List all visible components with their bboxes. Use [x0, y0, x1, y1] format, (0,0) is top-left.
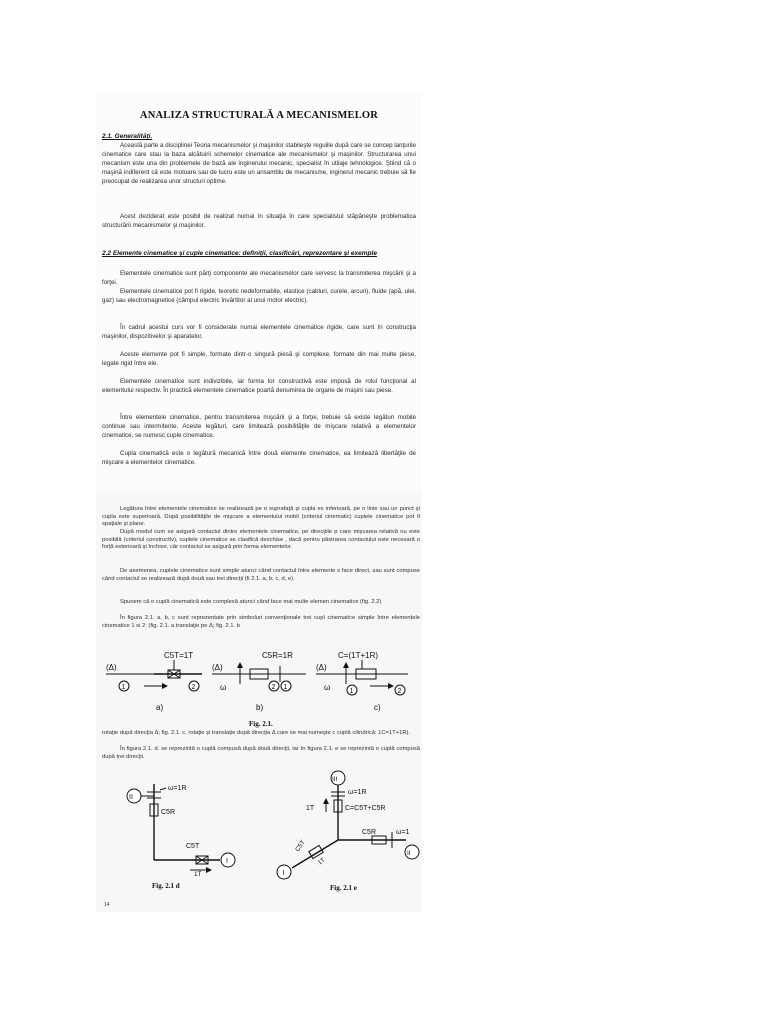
fig-e-1t-b: 1T [317, 857, 327, 867]
fig-b-caption: b) [256, 703, 264, 712]
figure-2-1-e [272, 768, 420, 884]
fig-a-label-1: 1 [121, 684, 126, 691]
fig-e-c5r: C5R [362, 829, 377, 836]
paragraph: rotaţie după direcţia Δ; fig. 2.1. c. rotaţie şi translaţie după direcţia Δ care se mai numeşte c cuplă cilindrică: 1C=1T+1R). [102, 730, 411, 736]
fig-d-omega: ω=1R [168, 785, 187, 792]
fig-e-1t: 1T [306, 805, 315, 812]
fig-e-node-III: III [332, 776, 338, 783]
paragraph: Spunem că o cuplă cinematică este complexă atunci când face mai multe elemen cinematice (fig. 2.2) [120, 599, 382, 605]
paragraph: Cupla cinematică este o legătură mecanică între două elemente cinematice, ea limitează libertăţile de mişcare a elementelor cinematice. [102, 450, 416, 466]
fig-b-label-1: 1 [283, 684, 288, 691]
page-title: ANALIZA STRUCTURALĂ A MECANISMELOR [139, 110, 379, 121]
figure-2-1-e-caption: Fig. 2.1 e [330, 884, 357, 892]
paragraph: În figura 2.1. a, b, c sunt reprezentate prin simboluri convenţionale trei cupl cinematice simple între elementele cinematice 1 si 2: (fig. 2.1. a translaţie pe Δ; fig. 2.1. b [102, 615, 420, 629]
fig-e-node-II: II [407, 850, 411, 857]
paragraph: În cadrul acestui curs vor fi considerate numai elementele cinematice rigide, care sunt în construcţia maşinilor, dispozitivelor şi aparatelor. [102, 324, 416, 340]
paragraph: Între elementele cinematice, pentru transmiterea mişcării şi a forţei, trebuie să existe legături mobile continue sau intermitente. Aceste legături, care limitează posibilităţile de mişcare relativă a elementelor cinematice, se numesc cuple cinematice. [102, 414, 416, 439]
fig-e-omega-right: ω=1 [396, 829, 410, 836]
fig-e-omega-top: ω=1R [348, 789, 367, 796]
fig-a-top-label: C5T=1T [164, 651, 194, 660]
fig-c-omega: ω [324, 683, 331, 692]
fig-b-delta: (Δ) [212, 663, 223, 672]
document-page-upper [96, 92, 422, 492]
fig-a-caption: a) [156, 703, 164, 712]
figure-2-1-abc [104, 646, 414, 722]
fig-e-c-eq: C=C5T+C5R [345, 805, 386, 812]
fig-c-label-2: 2 [397, 688, 402, 695]
paragraph: De asemenea, cuplele cinematice sunt simple atunci când contactul între elemente s face direct, sau sunt compuse când contactul se realizează după două sau trei direcţii (fi 2.1. a, b, c, d, e). [102, 568, 420, 582]
figure-2-1-d-caption: Fig. 2.1 d [152, 882, 180, 890]
fig-d-node-I: I [226, 858, 228, 865]
section-heading-2-2: 2.2 Elemente cinematice şi cuple cinematice: definiţii, clasificări, reprezentare şi exemple [102, 250, 377, 257]
fig-a-delta: (Δ) [106, 663, 117, 672]
fig-b-omega: ω [220, 683, 227, 692]
paragraph: Legătura între elementele cinematice se realizează pe o suprafaţă şi cupla es inferioară, pe o linie sau un punct şi cupla este superioară. După posibilităţile de mişcare a elementului mobil (criteriul cinematic) cuplele cinematice pot fi spaţiale şi plane. [102, 506, 420, 528]
paragraph: Acest deziderat este posibil de realizat numai în situaţia în care specialistul stăpâneşte problematica structurării mecanismelor şi maşinilor. [102, 213, 416, 229]
paragraph: Elementele cinematice pot fi rigide, teoretic nedeformabile, elastice (cabluri, curele, arcuri), fluide (apă, ulei, gaz) sau electromagnetice (câmpul electric învârtitor al unui motor electric). [102, 288, 416, 304]
paragraph: Această parte a disciplinei Teoria mecanismelor şi maşinilor stabileşte regulile după care se concep lanţurile cinematice care stau la baza alcătuirii schemelor cinematice ale mecanismelor şi maşinilor. Structurarea unui mecanism este una din problemele de bază ale inginerului mecanic, specialist în utilaje tehnologice. Ştiind că o maşină indiferent că este motoare sau de lucru este un ansamblu de mecanisme, inginerul mecanic trebuie să fie preocupat de realizarea unor structuri optime. [102, 142, 416, 185]
fig-a-label-2: 2 [191, 684, 196, 691]
document-page-lower [96, 492, 422, 912]
fig-c-caption: c) [374, 703, 381, 712]
figure-2-1-d [114, 776, 244, 876]
page-number: 14 [104, 902, 110, 908]
paragraph: Elementele cinematice sunt indivizibile, iar forma lor constructivă este impusă de rolul funcţional al elementului respectiv. În practică elementele cinematice poartă denumirea de organe de maşini sau piese. [102, 378, 416, 394]
paragraph: În figura 2.1. d. se reprezintă o cuplă compusă după două direcţii, iar în figura 2.1. e se reprezintă o cuplă compusă după trei direcţii. [102, 746, 420, 760]
fig-e-node-I: I [282, 870, 285, 877]
figure-2-1-caption: Fig. 2.1. [249, 720, 273, 728]
paragraph: Elementele cinematice sunt părţi componente ale mecanismelor care servesc la transmiterea mişcării şi a forţei. [102, 270, 416, 286]
paragraph: După modul cum se asigură contactul dintre elementele cinematice, pe direcţiile p care mişcarea relativă nu este posibilă (criteriul constructiv), cuplele cinematice se clasifică deschise , dacă pentru păstrarea contactului este necesară o forţă exterioară şi închise, câr contactul se asigură prin forma elementelor. [102, 529, 420, 551]
fig-d-1t: 1T [194, 871, 202, 876]
section-heading-2-1: 2.1. Generalităţi. [102, 133, 153, 140]
fig-b-label-2: 2 [271, 684, 276, 691]
fig-c-delta: (Δ) [316, 663, 327, 672]
paragraph: Aceste elemente pot fi simple, formate dintr-o singură piesă şi complexe, formate din mai multe piese, legate rigid între ele. [102, 351, 416, 367]
fig-d-node-II: II [129, 794, 133, 801]
fig-e-c5t: C5T [294, 839, 307, 854]
fig-c-label-1: 1 [349, 688, 354, 695]
fig-d-c5r: C5R [161, 809, 176, 816]
fig-d-c5t: C5T [186, 843, 200, 850]
fig-c-top-label: C=(1T+1R) [338, 651, 379, 660]
fig-b-top-label: C5R=1R [262, 651, 293, 660]
